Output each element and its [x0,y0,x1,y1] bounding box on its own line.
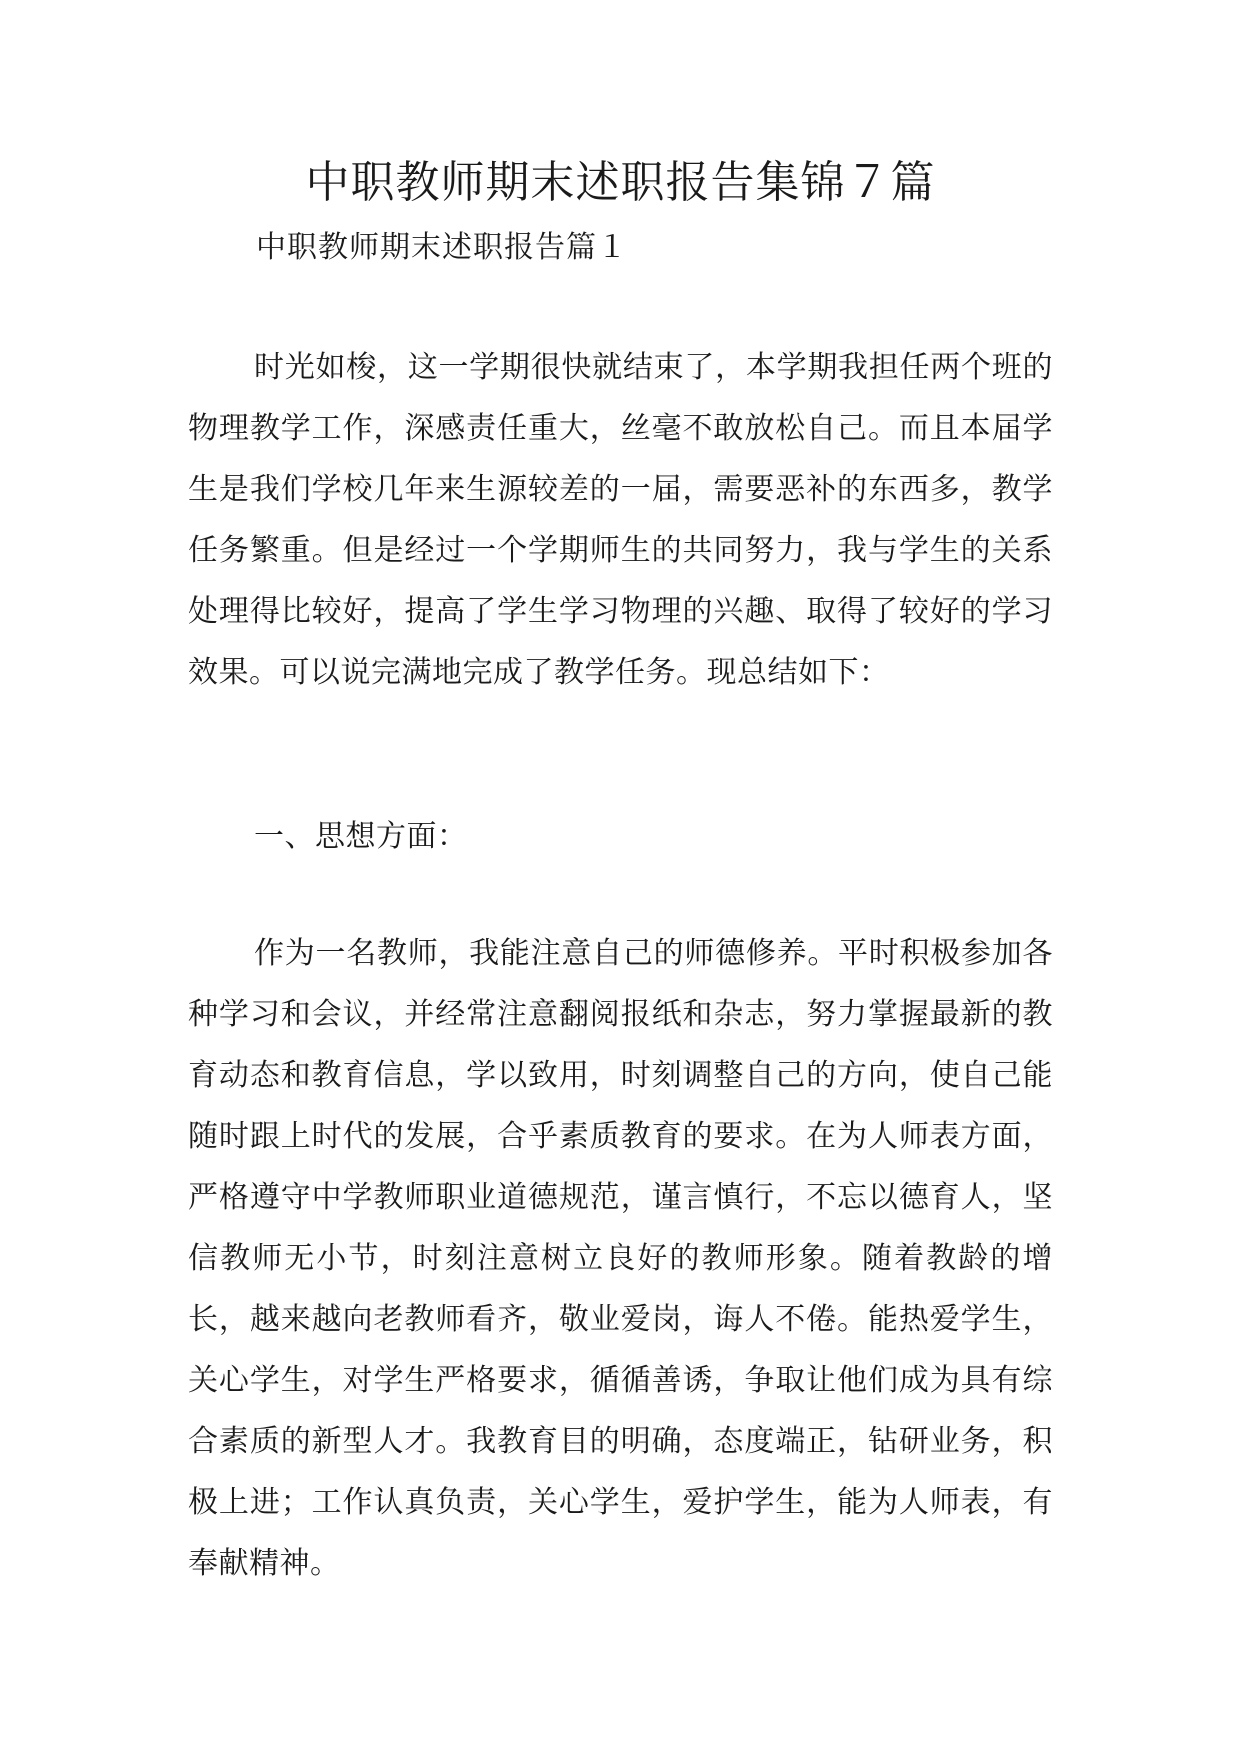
document-title: 中职教师期末述职报告集锦７篇 [305,157,936,208]
paragraph-thought: 作为一名教师，我能注意自己的师德修养。平时积极参加各种学习和会议，并经常注意翻阅报纸和杂志，努力掌握最新的教育动态和教育信息，学以致用，时刻调整自己的方向，使自己能随时跟上时代的发展，合乎素质教育的要求。在为人师表方面，严格遵守中学教师职业道德规范，谨言慎行，不忘以德育人，坚信教师无小节，时刻注意树立良好的教师形象。随着教龄的增长，越来越向老教师看齐，敬业爱岗，诲人不倦。能热爱学生，关心学生，对学生严格要求，循循善诱，争取让他们成为具有综合素质的新型人才。我教育目的明确，态度端正，钻研业务，积极上进；工作认真负责，关心学生，爱护学生，能为人师表，有奉献精神。 [188,936,1053,1581]
section-heading: 一、思想方面： [254,819,468,854]
paragraph-intro: 时光如梭，这一学期很快就结束了，本学期我担任两个班的物理教学工作，深感责任重大，丝毫不敢放松自己。而且本届学生是我们学校几年来生源较差的一届，需要恶补的东西多，教学任务繁重。但是经过一个学期师生的共同努力，我与学生的关系处理得比较好，提高了学生学习物理的兴趣、取得了较好的学习效果。可以说完满地完成了教学任务。现总结如下： [188,350,1053,690]
document-subtitle: 中职教师期末述职报告篇１ [256,230,628,265]
